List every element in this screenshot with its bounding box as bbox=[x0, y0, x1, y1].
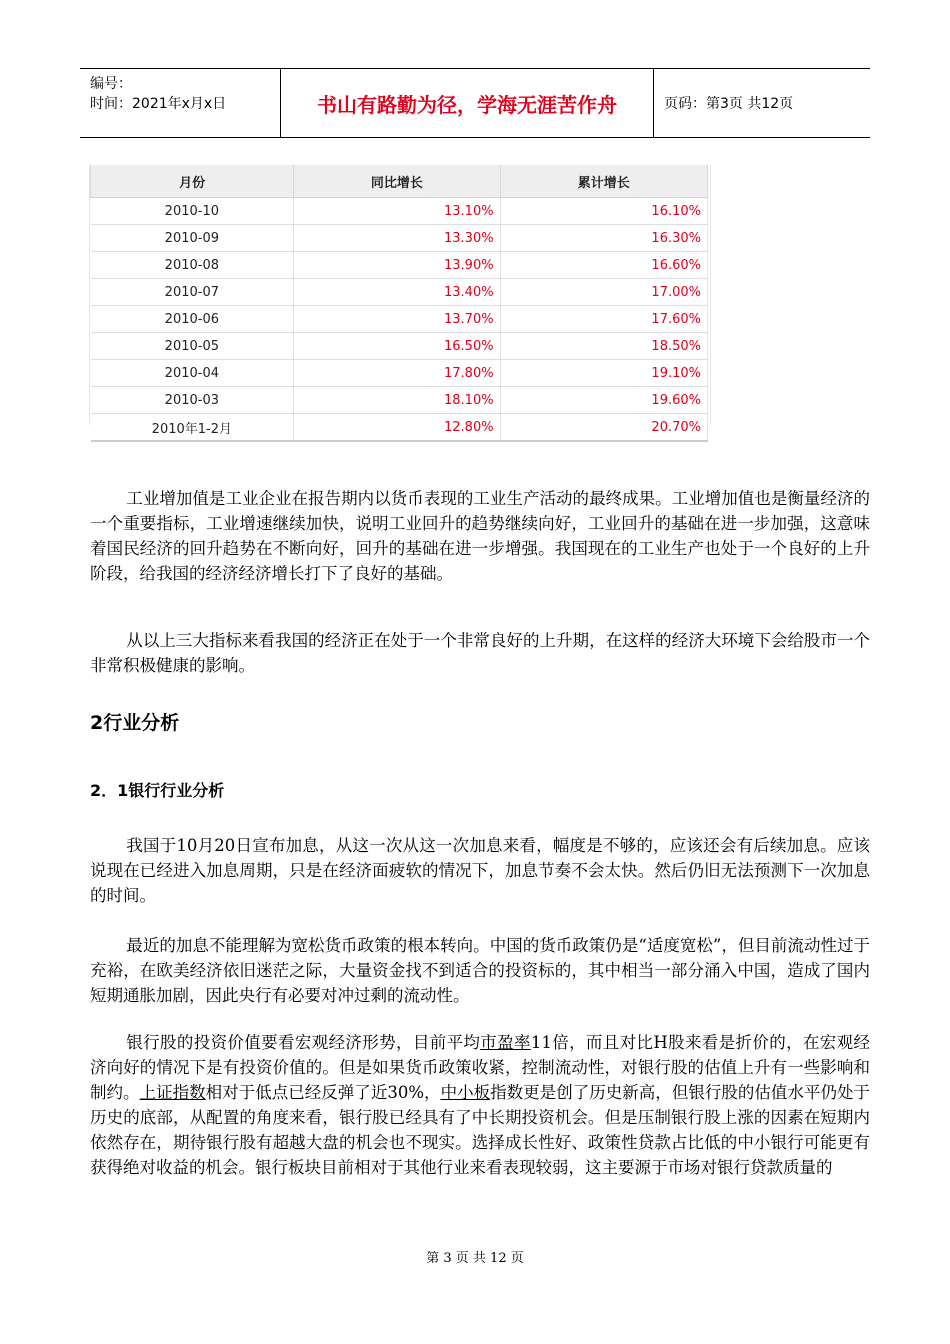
cell-yoy: 13.10% bbox=[294, 198, 500, 225]
cell-cumulative: 19.10% bbox=[500, 360, 707, 387]
section-heading: 2行业分析 bbox=[90, 712, 180, 734]
table-row bbox=[91, 225, 708, 252]
col-header-yoy: 同比增长 bbox=[294, 165, 500, 198]
cell-month: 2010-06 bbox=[91, 306, 294, 333]
cell-cumulative: 17.60% bbox=[500, 306, 707, 333]
col-header-cumulative: 累计增长 bbox=[500, 165, 707, 198]
table-row bbox=[91, 414, 708, 442]
table-header-row bbox=[91, 165, 708, 198]
link-pe-ratio[interactable]: 市盈率 bbox=[480, 1033, 531, 1052]
table-row bbox=[91, 387, 708, 414]
paragraph-bank-stocks bbox=[90, 1030, 870, 1180]
cell-cumulative: 18.50% bbox=[500, 333, 707, 360]
paragraph-rate-hike: 我国于10月20日宣布加息，从这一次从这一次加息来看，幅度是不够的，应该还会有后续加息。应该说现在已经进入加息周期，只是在经济面疲软的情况下，加息节奏不会太快。然后仍旧无法预测下一次加息的时间。 bbox=[90, 836, 870, 905]
cell-month: 2010-10 bbox=[91, 198, 294, 225]
cell-cumulative: 16.30% bbox=[500, 225, 707, 252]
paragraph-monetary-policy: 最近的加息不能理解为宽松货币政策的根本转向。中国的货币政策仍是“适度宽松”，但目前流动性过于充裕，在欧美经济依旧迷茫之际，大量资金找不到适合的投资标的，其中相当一部分涌入中国，造成了国内短期通胀加剧，因此央行有必要对冲过剩的流动性。 bbox=[90, 936, 870, 1005]
text-span: 11倍，而且对比H股来看是折价的，在宏观经济向好的情况下是有投资价值的。但是如果货币政策收紧，控制流动性，对银行股的估值上升有一些影响和制约。 bbox=[90, 1033, 871, 1102]
cell-yoy: 13.90% bbox=[294, 252, 500, 279]
cell-yoy: 13.30% bbox=[294, 225, 500, 252]
text-span: 银行股的投资价值要看宏观经济形势，目前平均 bbox=[126, 1033, 481, 1052]
cell-yoy: 17.80% bbox=[294, 360, 500, 387]
link-sme-board[interactable]: 中小板 bbox=[440, 1083, 491, 1102]
cell-yoy: 13.70% bbox=[294, 306, 500, 333]
text-span: 指数更是创了历史新高，但银行股的估值水平仍处于历史的底部，从配置的角度来看，银行股已经具有了中长期投资机会。但是压制银行股上涨的因素在短期内依然存在，期待银行股有超越大盘的机会也不现实。选择成长性好、政策性贷款占比低的中小银行可能更有获得绝对收益的机会。银行板块目前相对于其他行业来看表现较弱，这主要源于市场对银行贷款质量的 bbox=[90, 1083, 871, 1177]
cell-yoy: 13.40% bbox=[294, 279, 500, 306]
cell-yoy: 18.10% bbox=[294, 387, 500, 414]
link-shanghai-index[interactable]: 上证指数 bbox=[139, 1083, 206, 1102]
cell-cumulative: 19.60% bbox=[500, 387, 707, 414]
table-row bbox=[91, 333, 708, 360]
cell-yoy: 12.80% bbox=[294, 414, 500, 442]
paragraph-industrial-value: 工业增加值是工业企业在报告期内以货币表现的工业生产活动的最终成果。工业增加值也是衡量经济的一个重要指标，工业增速继续加快，说明工业回升的趋势继续向好，工业回升的基础在进一步加强，这意味着国民经济的回升趋势在不断向好，回升的基础在进一步增强。我国现在的工业生产也处于一个良好的上升阶段，给我国的经济经济增长打下了良好的基础。 bbox=[90, 489, 870, 583]
text-span: 相对于低点已经反弹了近30%， bbox=[205, 1083, 441, 1102]
table-row bbox=[91, 279, 708, 306]
header-motto: 书山有路勤为径，学海无涯苦作舟 bbox=[281, 69, 654, 137]
cell-month: 2010-03 bbox=[91, 387, 294, 414]
cell-cumulative: 16.60% bbox=[500, 252, 707, 279]
table-row bbox=[91, 360, 708, 387]
page-header bbox=[80, 68, 870, 138]
date-label: 时间：2021年x月x日 bbox=[90, 96, 227, 112]
growth-table bbox=[90, 165, 708, 442]
header-meta bbox=[80, 69, 281, 137]
cell-month: 2010年1-2月 bbox=[91, 414, 294, 442]
col-header-month: 月份 bbox=[91, 165, 294, 198]
cell-cumulative: 16.10% bbox=[500, 198, 707, 225]
cell-cumulative: 20.70% bbox=[500, 414, 707, 442]
cell-month: 2010-04 bbox=[91, 360, 294, 387]
cell-month: 2010-09 bbox=[91, 225, 294, 252]
subsection-heading: 2．1银行行业分析 bbox=[90, 781, 225, 800]
cell-month: 2010-05 bbox=[91, 333, 294, 360]
cell-cumulative: 17.00% bbox=[500, 279, 707, 306]
page-footer: 第 3 页 共 12 页 bbox=[426, 1251, 524, 1266]
header-page-info: 页码：第3页 共12页 bbox=[664, 96, 794, 112]
table-row bbox=[91, 198, 708, 225]
table-row bbox=[91, 306, 708, 333]
cell-month: 2010-07 bbox=[91, 279, 294, 306]
paragraph-conclusion: 从以上三大指标来看我国的经济正在处于一个非常良好的上升期，在这样的经济大环境下会给股市一个非常积极健康的影响。 bbox=[90, 631, 870, 675]
cell-yoy: 16.50% bbox=[294, 333, 500, 360]
number-label: 编号： bbox=[90, 76, 132, 92]
table-row bbox=[91, 252, 708, 279]
cell-month: 2010-08 bbox=[91, 252, 294, 279]
